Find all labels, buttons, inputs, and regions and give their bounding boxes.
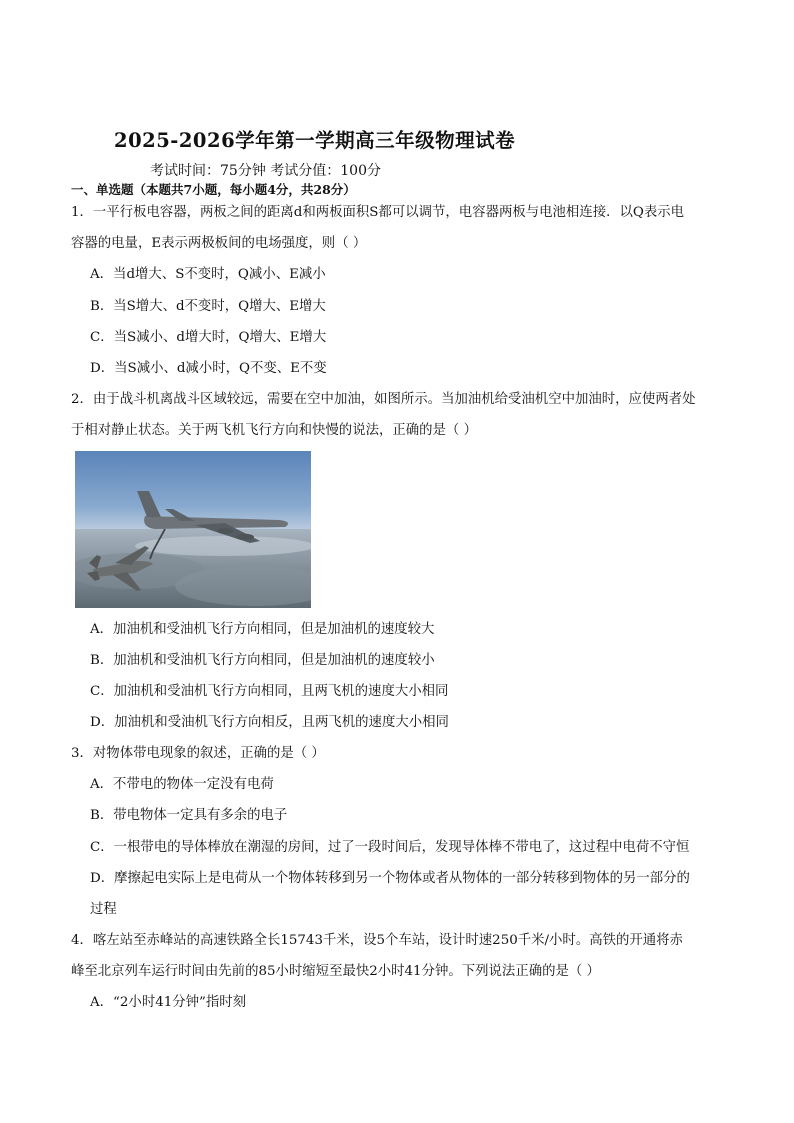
aerial-refueling-photo bbox=[75, 451, 311, 608]
question-1-line-1: 1．一平行板电容器，两板之间的距离d和两板面积S都可以调节，电容器两板与电池相连接．以Q表示电 bbox=[71, 205, 685, 220]
exam-subtitle: 考试时间：75分钟 考试分值：100分 bbox=[150, 163, 381, 179]
question-3-option-d: D．摩擦起电实际上是电荷从一个物体转移到另一个物体或者从物体的一部分转移到物体的另一部分的 bbox=[90, 871, 690, 886]
question-2-option-a: A．加油机和受油机飞行方向相同，但是加油机的速度较大 bbox=[90, 622, 435, 637]
question-1-option-b: B．当S增大、d不变时，Q增大、E增大 bbox=[90, 299, 326, 314]
question-2-line-1: 2．由于战斗机离战斗区域较远，需要在空中加油，如图所示。当加油机给受油机空中加油时，应使两者处 bbox=[71, 392, 696, 407]
question-2-option-b: B．加油机和受油机飞行方向相同，但是加油机的速度较小 bbox=[90, 653, 435, 668]
question-3-option-b: B．带电物体一定具有多余的电子 bbox=[90, 808, 288, 823]
question-3-option-a: A．不带电的物体一定没有电荷 bbox=[90, 777, 274, 792]
question-2-line-2: 于相对静止状态。关于两飞机飞行方向和快慢的说法，正确的是（ ） bbox=[71, 423, 477, 438]
question-3-option-d-continued: 过程 bbox=[90, 902, 117, 917]
question-1-option-c: C．当S减小、d增大时，Q增大、E增大 bbox=[90, 330, 327, 345]
section-heading: 一、单选题（本题共7小题，每小题4分，共28分） bbox=[71, 182, 356, 197]
question-3-option-c: C．一根带电的导体棒放在潮湿的房间，过了一段时间后，发现导体棒不带电了，这过程中电荷不守恒 bbox=[90, 840, 690, 855]
question-4-line-2: 峰至北京列车运行时间由先前的85小时缩短至最快2小时41分钟。下列说法正确的是（ ） bbox=[71, 964, 600, 979]
exam-title: 2025-2026学年第一学期高三年级物理试卷 bbox=[114, 129, 516, 152]
question-1-line-2: 容器的电量，E表示两极板间的电场强度，则（ ） bbox=[71, 236, 367, 251]
question-1-option-a: A．当d增大、S不变时，Q减小、E减小 bbox=[90, 267, 326, 282]
question-4-line-1: 4．喀左站至赤峰站的高速铁路全长15743千米，设5个车站，设计时速250千米/小时。高铁的开通将赤 bbox=[71, 933, 683, 948]
question-3-line-1: 3．对物体带电现象的叙述，正确的是（ ） bbox=[71, 746, 325, 761]
question-2-option-c: C．加油机和受油机飞行方向相同，且两飞机的速度大小相同 bbox=[90, 684, 449, 699]
question-2-option-d: D．加油机和受油机飞行方向相反，且两飞机的速度大小相同 bbox=[90, 715, 449, 730]
question-4-option-a: A．“2小时41分钟”指时刻 bbox=[90, 995, 247, 1010]
question-1-option-d: D．当S减小、d减小时，Q不变、E不变 bbox=[90, 361, 327, 376]
